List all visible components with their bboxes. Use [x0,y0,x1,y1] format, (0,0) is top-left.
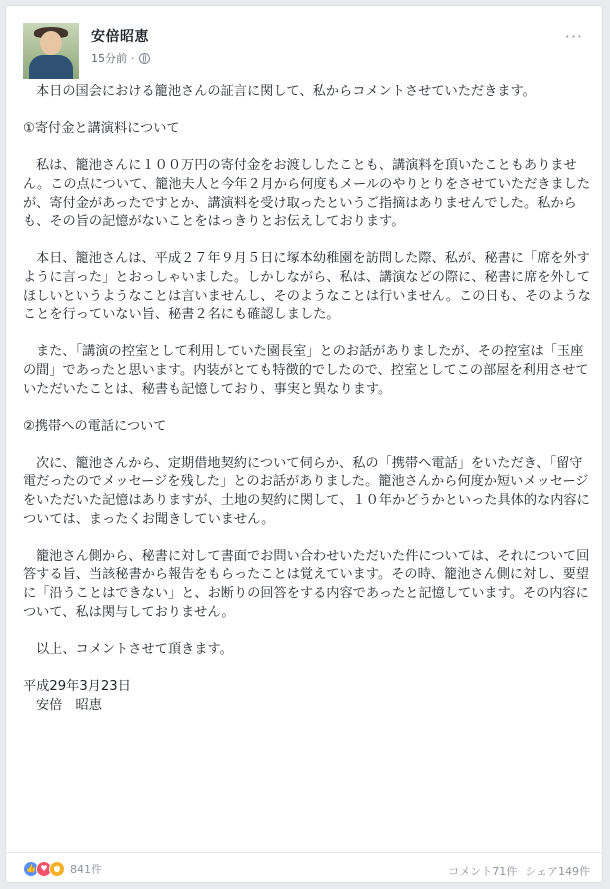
section-heading: ②携帯への電話について [23,418,167,434]
post-card [5,5,603,883]
paragraph: 私は、籠池さんに１００万円の寄付金をお渡ししたことも、講演料を頂いたこともありません。この点について、籠池夫人と今年２月から何度もメールのやりとりをさせていただきましたが、寄付金があったですとか、講演料を受け取ったというご指摘はありませんでした。私からも、その旨の記憶がないことをはっきりとお伝えしております。 [23,158,591,230]
post-meta: 15分前 · [91,50,150,66]
love-icon: ♥ [36,861,52,877]
reaction-count: 841件 [70,863,102,876]
signature-line: 安倍 昭恵 [36,697,102,713]
spacer [23,436,593,455]
post-footer [6,852,602,881]
section-heading: ①寄付金と講演料について [23,121,180,137]
reactions-summary[interactable] [23,861,102,877]
paragraph: 本日の国会における籠池さんの証言に関して、私からコメントさせていただきます。 [36,84,536,99]
paragraph: 次に、籠池さんから、定期借地契約について伺らか、私の「携帯へ電話」をいただき、「留守電だったのでメッセージを残した」とのお話がありました。籠池さんから何度か短いメッセージをいただいた記憶はありますが、土地の契約に関して、１０年かどうかといった具体的な内容については、まったくお聞きしていません。 [23,455,590,527]
paragraph: 籠池さん側から、秘書に対して書面でお問い合わせいただいた件については、それについて回答する旨、当該秘書から報告をもらったことは覚えています。その時、籠池さん側に対し、要望に「沿うことはできない」と、お断りの回答をする内容であったと記憶しています。その内容について、私は関与しておりません。 [23,548,590,620]
spacer [23,139,593,158]
spacer [23,529,593,548]
like-icon: 👍 [23,861,39,877]
more-dots-icon[interactable]: ··· [564,27,583,46]
paragraph: また、「講演の控室として利用していた園長室」とのお話がありましたが、その控室は「玉座の間」であったと思います。内装がとても特徴的でしたので、控室としてこの部屋を利用させていただいたことは、秘書も記憶しており、事実と異なります。 [23,344,589,397]
avatar[interactable] [23,23,79,79]
post-header [23,23,583,79]
angry-icon: ● [49,861,65,877]
share-count-link[interactable]: シェア149件 [525,865,590,878]
comment-count-link[interactable]: コメント71件 [448,865,518,878]
date-line: 平成29年3月23日 [23,679,131,694]
post-body [23,83,593,715]
spacer [23,325,593,344]
spacer [23,399,593,418]
spacer [23,659,593,678]
spacer [23,622,593,641]
post-stats [448,863,590,879]
post-timestamp[interactable]: 15分前 [91,52,127,65]
author-name[interactable]: 安倍昭恵 [91,29,149,45]
spacer [23,102,593,121]
spacer [23,232,593,251]
globe-icon [139,53,150,64]
paragraph: 本日、籠池さんは、平成２７年９月５日に塚本幼稚園を訪問した際、私が、秘書に「席を外すように言った」とおっしゃいました。しかしながら、私は、講演などの際に、秘書に席を外してほしいというようなことは言いませんし、そのようなことは行いません。この日も、そのようなことを行っていない旨、秘書２名にも確認しました。 [23,251,591,323]
closing-line: 以上、コメントさせて頂きます。 [36,641,233,657]
